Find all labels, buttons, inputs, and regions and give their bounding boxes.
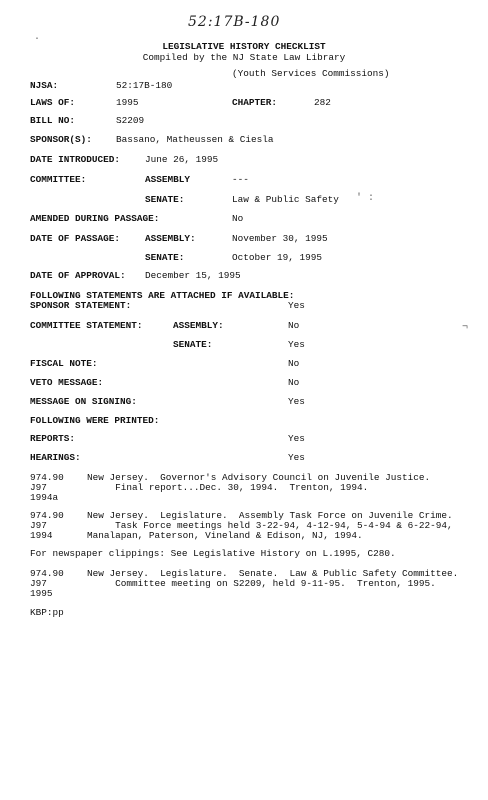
citation-call-number: J97 [30, 520, 47, 531]
chapter-label: CHAPTER: [232, 97, 278, 108]
sponsors-value: Bassano, Matheussen & Ciesla [116, 134, 274, 145]
committee-senate-label: SENATE: [145, 194, 185, 205]
citation-call-number: 974.90 [30, 510, 64, 521]
citation-call-number: 1995 [30, 588, 53, 599]
committee-senate-value: Law & Public Safety [232, 194, 339, 205]
njsa-label: NJSA: [30, 80, 59, 91]
date-introduced-value: June 26, 1995 [145, 154, 219, 165]
citation-call-number: 1994 [30, 530, 53, 541]
citation-text: Task Force meetings held 3-22-94, 4-12-94, 5-4-94 & 6-22-94, [87, 520, 453, 531]
stray-mark: ¬ [462, 322, 469, 333]
sponsors-label: SPONSOR(S): [30, 134, 92, 145]
reports-value: Yes [288, 433, 305, 444]
stray-mark: · [34, 34, 41, 45]
citation-call-number: 1994a [30, 492, 59, 503]
reports-label: REPORTS: [30, 433, 76, 444]
citation-call-number: J97 [30, 578, 47, 589]
citation-call-number: 974.90 [30, 472, 64, 483]
committee-statement-assembly-value: No [288, 320, 300, 331]
message-on-signing-label: MESSAGE ON SIGNING: [30, 396, 137, 407]
passage-senate-label: SENATE: [145, 252, 185, 263]
bill-no-value: S2209 [116, 115, 145, 126]
laws-of-label: LAWS OF: [30, 97, 76, 108]
initials: KBP:pp [30, 607, 64, 618]
checklist-title: LEGISLATIVE HISTORY CHECKLIST [162, 41, 326, 52]
committee-assembly-value: --- [232, 174, 249, 185]
committee-assembly-label: ASSEMBLY [145, 174, 191, 185]
citation-text: New Jersey. Legislature. Senate. Law & Public Safety Committee. [87, 568, 459, 579]
stray-mark: ′ : [356, 193, 375, 204]
statements-heading: FOLLOWING STATEMENTS ARE ATTACHED IF AVAILABLE: [30, 290, 295, 301]
laws-of-value: 1995 [116, 97, 139, 108]
printed-heading: FOLLOWING WERE PRINTED: [30, 415, 160, 426]
amended-value: No [232, 213, 244, 224]
date-of-passage-label: DATE OF PASSAGE: [30, 233, 121, 244]
passage-senate-value: October 19, 1995 [232, 252, 323, 263]
subject: (Youth Services Commissions) [232, 68, 390, 79]
sponsor-statement-label: SPONSOR STATEMENT: [30, 300, 132, 311]
hearings-value: Yes [288, 452, 305, 463]
citation-call-number: J97 [30, 482, 47, 493]
committee-statement-label: COMMITTEE STATEMENT: [30, 320, 143, 331]
citation-text: New Jersey. Governor's Advisory Council on Juvenile Justice. [87, 472, 431, 483]
bill-no-label: BILL NO: [30, 115, 76, 126]
committee-label: COMMITTEE: [30, 174, 87, 185]
date-of-approval-value: December 15, 1995 [145, 270, 241, 281]
sponsor-statement-value: Yes [288, 300, 305, 311]
handwritten-number: 52:17B-180 [188, 14, 281, 30]
committee-statement-senate-label: SENATE: [173, 339, 213, 350]
citation-text: New Jersey. Legislature. Assembly Task Force on Juvenile Crime. [87, 510, 453, 521]
compiled-by: Compiled by the NJ State Law Library [142, 52, 346, 63]
fiscal-note-value: No [288, 358, 300, 369]
committee-statement-senate-value: Yes [288, 339, 305, 350]
passage-assembly-value: November 30, 1995 [232, 233, 328, 244]
hearings-label: HEARINGS: [30, 452, 81, 463]
citation-call-number: 974.90 [30, 568, 64, 579]
citation-text: Manalapan, Paterson, Vineland & Edison, NJ, 1994. [87, 530, 363, 541]
date-of-approval-label: DATE OF APPROVAL: [30, 270, 126, 281]
veto-message-value: No [288, 377, 300, 388]
njsa-value: 52:17B-180 [116, 80, 173, 91]
date-introduced-label: DATE INTRODUCED: [30, 154, 121, 165]
message-on-signing-value: Yes [288, 396, 305, 407]
amended-label: AMENDED DURING PASSAGE: [30, 213, 160, 224]
clippings-note: For newspaper clippings: See Legislative History on L.1995, C280. [30, 548, 396, 559]
veto-message-label: VETO MESSAGE: [30, 377, 104, 388]
fiscal-note-label: FISCAL NOTE: [30, 358, 98, 369]
citation-text: Final report...Dec. 30, 1994. Trenton, 1994. [87, 482, 369, 493]
committee-statement-assembly-label: ASSEMBLY: [173, 320, 224, 331]
citation-text: Committee meeting on S2209, held 9-11-95. Trenton, 1995. [87, 578, 436, 589]
chapter-value: 282 [314, 97, 331, 108]
passage-assembly-label: ASSEMBLY: [145, 233, 196, 244]
